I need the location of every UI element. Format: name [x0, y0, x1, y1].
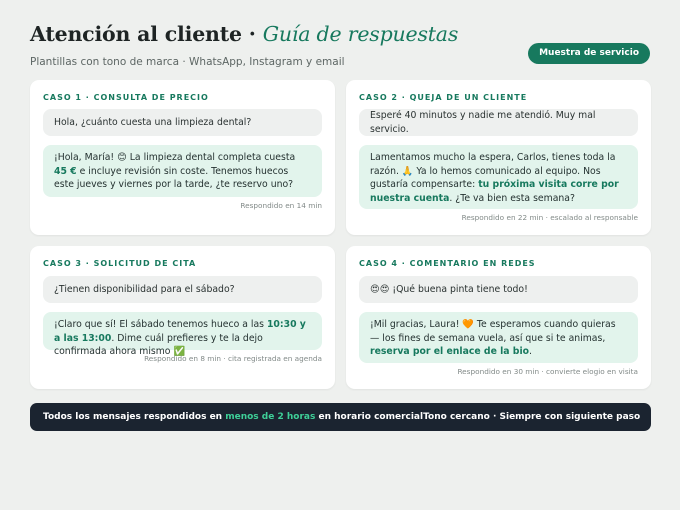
case-label: CASO 3 · SOLICITUD DE CITA: [43, 259, 197, 268]
summary-footer: [30, 403, 651, 431]
service-sample-button[interactable]: Muestra de servicio: [528, 43, 650, 64]
reply-text: ¡Hola, María! 😊 La limpieza dental completa cuesta: [54, 152, 296, 163]
reply-text: ¡Claro que sí! El sábado tenemos hueco a las: [54, 319, 267, 330]
reply-text: ¡Mil gracias, Laura! 🧡 Te esperamos cuando quieras — los fines de semana vuela, así que si te animas,: [370, 319, 616, 344]
response-meta: Respondido en 14 min: [240, 201, 322, 210]
incoming-message: ¿Tienen disponibilidad para el sábado?: [43, 276, 322, 303]
incoming-message: 😍😍 ¡Qué buena pinta tiene todo!: [359, 276, 638, 303]
footer-highlight: menos de 2 horas: [225, 412, 316, 422]
response-meta: Respondido en 30 min · convierte elogio en visita: [457, 367, 638, 376]
reply-text: .: [529, 346, 533, 357]
footer-suffix: en horario comercial: [318, 412, 424, 422]
reply-text: Lamentamos mucho la espera, Carlos, tienes toda la razón. 🙏 Ya lo hemos comunicado al equipo. Nos gustaría compensarte:: [370, 152, 616, 190]
page-subtitle: Plantillas con tono de marca · WhatsApp, Instagram y email: [30, 56, 345, 68]
title-main: Atención al cliente ·: [30, 22, 256, 46]
reply-text: e incluye revisión sin coste. Tenemos huecos este jueves y viernes por la tarde, ¿te reservo uno?: [54, 165, 294, 190]
reply-message: [43, 312, 322, 357]
case-card-3: [30, 246, 335, 389]
reply-highlight: 45 €: [54, 165, 77, 177]
footer-prefix: Todos los mensajes respondidos en: [43, 412, 223, 422]
title-accent: Guía de respuestas: [262, 22, 459, 46]
reply-message: [359, 145, 638, 209]
case-label: CASO 2 · QUEJA DE UN CLIENTE: [359, 93, 528, 102]
reply-message: [359, 312, 638, 363]
case-label: CASO 4 · COMENTARIO EN REDES: [359, 259, 536, 268]
footer-summary: [43, 412, 423, 422]
case-card-4: [346, 246, 651, 389]
incoming-message: Hola, ¿cuánto cuesta una limpieza dental?: [43, 109, 322, 136]
incoming-message: Esperé 40 minutos y nadie me atendió. Muy mal servicio.: [359, 109, 638, 136]
case-label: CASO 1 · CONSULTA DE PRECIO: [43, 93, 209, 102]
reply-message: [43, 145, 322, 197]
reply-highlight: 10:30 y a las 13:00: [54, 319, 306, 344]
case-card-1: [30, 80, 335, 235]
reply-text: . ¿Te va bien esta semana?: [449, 192, 575, 204]
footer-tone: Tono cercano · Siempre con siguiente paso: [423, 412, 641, 422]
response-meta: Respondido en 8 min · cita registrada en agenda: [144, 354, 322, 363]
response-meta: Respondido en 22 min · escalado al responsable: [461, 213, 638, 222]
page-header: [30, 22, 650, 70]
case-card-2: [346, 80, 651, 235]
reply-text: . Dime cuál prefieres y te la dejo confirmada ahora mismo ✅: [54, 332, 263, 357]
reply-highlight: reserva por el enlace de la bio: [370, 346, 530, 357]
reply-highlight: tu próxima visita corre por nuestra cuenta: [370, 179, 619, 204]
